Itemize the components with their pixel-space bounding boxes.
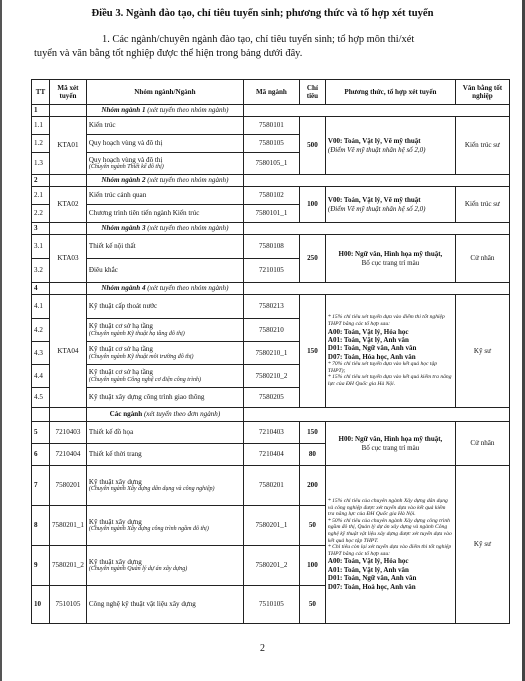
method-line: * Chỉ tiêu còn lại xét tuyển dựa vào điểm thi tốt nghiệp THPT bằng các tổ hợp sau: (327, 544, 452, 557)
group-degree: Cử nhân (455, 422, 509, 466)
method-line: A01: Toán, Vật lý, Anh văn (327, 336, 409, 344)
row-ma-xet-tuyen: 7210403 (50, 422, 87, 444)
row-quota: 150 (299, 422, 325, 444)
group-degree: Kiến trúc sư (455, 187, 509, 223)
intro-line-1: 1. Các ngành/chuyên ngành đào tạo, chỉ tiêu tuyển sinh; tổ hợp môn thi/xét (102, 34, 415, 45)
admissions-table (31, 79, 510, 624)
row-ma-xet-tuyen: 7580201 (50, 466, 87, 506)
row-quota: 50 (299, 506, 325, 546)
row-name: Thiết kế nội thất (86, 235, 243, 259)
row-subtitle: (Chuyên ngành Xây dựng công trình ngầm đô thị) (88, 526, 209, 533)
row-name: Thiết kế đồ họa (86, 422, 243, 444)
header-ma-nganh: Mã ngành (243, 80, 299, 105)
group-title-text: Nhóm ngành 3 (101, 224, 146, 233)
row-code: 7210105 (243, 259, 299, 283)
group-note: (xét tuyển theo nhóm ngành) (147, 284, 229, 293)
group-method (325, 117, 455, 175)
group-degree: Kiến trúc sư (455, 117, 509, 175)
row-ma-xet-tuyen: 7210404 (50, 444, 87, 466)
group-tt: 3 (32, 223, 50, 235)
group-degree: Cử nhân (455, 235, 509, 283)
table-row (32, 422, 510, 444)
row-code: 7580105_1 (243, 153, 299, 175)
row-code: 7580201 (243, 466, 299, 506)
group-degree: Kỹ sư (455, 295, 509, 408)
group-method (325, 422, 455, 466)
row-tt: 10 (32, 586, 50, 624)
row-tt: 4.1 (32, 295, 50, 319)
row-tt: 4.2 (32, 319, 50, 342)
group-tt: 1 (32, 105, 50, 117)
cell-empty (243, 105, 509, 117)
row-name: Kỹ thuật xây dựng công trình giao thông (86, 388, 243, 408)
group-title (86, 223, 243, 235)
group-code: KTA01 (50, 117, 87, 175)
method-line: * 70% chỉ tiêu xét tuyển dựa vào kết quả học tập THPT); (327, 361, 438, 374)
row-ma-xet-tuyen: 7510105 (50, 586, 87, 624)
row-subtitle: (Chuyên ngành Quản lý dự án xây dựng) (88, 566, 188, 573)
method-note: (Điểm Vẽ mỹ thuật nhân hệ số 2,0) (327, 204, 426, 213)
group-note: (xét tuyển theo nhóm ngành) (147, 106, 229, 115)
row-subtitle: (Chuyên ngành Kỹ thuật hạ tầng đô thị) (88, 330, 185, 337)
method-line: H00: Ngữ văn, Hình họa mỹ thuật, (338, 435, 443, 444)
table-row (32, 175, 510, 187)
table-row (32, 283, 510, 295)
method-line: * 15% chỉ tiêu của chuyên ngành Xây dựng dân dụng và công nghiệp được xét tuyển dựa vào kết quả kiểm tra năng lực của ĐH Quốc gia Hà Nội. (327, 498, 448, 518)
method-line: Bố cục trang trí màu (361, 443, 420, 452)
row-name-text: Kỹ thuật xây dựng (88, 517, 142, 526)
row-name (86, 506, 243, 546)
row-tt: 1.2 (32, 135, 50, 153)
row-code: 7580201_1 (243, 506, 299, 546)
cell-empty (243, 408, 509, 422)
method-line: A00: Toán, Vật lý, Hóa học (327, 327, 409, 336)
cell-empty (50, 175, 87, 187)
row-name (86, 153, 243, 175)
method-line: * 15% chỉ tiêu xét tuyển dựa vào điểm thi tốt nghiệp THPT bằng các tổ hợp sau: (327, 314, 445, 327)
table-row (32, 105, 510, 117)
method-line: D07: Toán, Hóa học, Anh văn (327, 352, 416, 361)
row-tt: 4.4 (32, 365, 50, 388)
row-quota: 100 (299, 546, 325, 586)
row-code: 7580201_2 (243, 546, 299, 586)
header-tt: TT (32, 80, 50, 105)
group-code: KTA02 (50, 187, 87, 223)
row-subtitle: (Chuyên ngành Thiết kế đô thị) (88, 164, 164, 171)
row-tt: 2.2 (32, 205, 50, 223)
group-note: (xét tuyển theo đơn ngành) (143, 410, 221, 419)
row-name: Kiến trúc cảnh quan (86, 187, 243, 205)
row-subtitle: (Chuyên ngành Xây dựng dân dụng và công nghiệp) (88, 486, 215, 493)
row-name: Công nghệ kỹ thuật vật liệu xây dựng (86, 586, 243, 624)
row-tt: 9 (32, 546, 50, 586)
header-chi-tieu: Chỉ tiêu (299, 80, 325, 105)
group-quota: 100 (299, 187, 325, 223)
row-name: Thiết kế thời trang (86, 444, 243, 466)
method-line: A01: Toán, Vật lý, Anh văn (327, 565, 409, 574)
group-title (86, 283, 243, 295)
page-border-left (0, 0, 2, 681)
row-subtitle: (Chuyên ngành Kỹ thuật môi trường đô thị) (88, 353, 194, 360)
method-note: (Điểm Vẽ mỹ thuật nhân hệ số 2,0) (327, 145, 426, 154)
group-tt: 2 (32, 175, 50, 187)
method-line: * 15% chỉ tiêu xét tuyển dựa vào kết quả kiểm tra năng lực của ĐH Quốc gia Hà Nội. (327, 374, 452, 387)
row-code: 7580105 (243, 135, 299, 153)
row-code: 7580205 (243, 388, 299, 408)
group-note: (xét tuyển theo nhóm ngành) (147, 176, 229, 185)
group-code: KTA03 (50, 235, 87, 283)
cell-empty (243, 283, 509, 295)
row-code: 7510105 (243, 586, 299, 624)
method-line: * 50% chỉ tiêu của chuyên ngành Xây dựng công trình ngầm đô thị, Quản lý dự án xây dựng và ngành Công nghệ kỹ thuật vật liệu xây dựng được xét tuyển dựa vào kết quả học tập THPT. (327, 517, 452, 544)
table-row (32, 235, 510, 259)
group-code: KTA04 (50, 295, 87, 408)
row-tt: 8 (32, 506, 50, 546)
table-row (32, 187, 510, 205)
article-heading: Điều 3. Ngành đào tạo, chỉ tiêu tuyển sinh; phương thức và tổ hợp xét tuyển (91, 8, 434, 19)
row-name: Kiến trúc (86, 117, 243, 135)
row-code: 7580210 (243, 319, 299, 342)
row-name-text: Kỹ thuật cơ sở hạ tầng (88, 345, 153, 354)
table-header-row (32, 80, 510, 105)
row-tt: 3.1 (32, 235, 50, 259)
row-name: Quy hoạch vùng và đô thị (86, 135, 243, 153)
row-tt: 2.1 (32, 187, 50, 205)
method-line: H00: Ngữ văn, Hình họa mỹ thuật, (338, 250, 443, 259)
row-name (86, 365, 243, 388)
cell-empty (50, 105, 87, 117)
row-name-text: Quy hoạch vùng và đô thị (88, 155, 163, 164)
row-tt: 7 (32, 466, 50, 506)
row-tt: 6 (32, 444, 50, 466)
row-subtitle: (Chuyên ngành Công nghệ cơ điện công trình) (88, 376, 201, 383)
group-method (325, 466, 455, 624)
row-name (86, 546, 243, 586)
row-tt: 4.3 (32, 342, 50, 365)
group-title-text: Các ngành (109, 410, 143, 419)
row-name (86, 466, 243, 506)
group-method (325, 295, 455, 408)
row-code: 7580101_1 (243, 205, 299, 223)
row-name (86, 342, 243, 365)
row-tt: 1.1 (32, 117, 50, 135)
row-ma-xet-tuyen: 7580201_2 (50, 546, 87, 586)
group-quota: 150 (299, 295, 325, 408)
row-code: 7580102 (243, 187, 299, 205)
table-row (32, 117, 510, 135)
header-nhom-nganh: Nhóm ngành/Ngành (86, 80, 243, 105)
method-line: V00: Toán, Vật lý, Vẽ mỹ thuật (327, 196, 421, 205)
intro-line-2: tuyển và văn bằng tốt nghiệp được thể hiện trong bảng dưới đây. (34, 48, 303, 59)
row-code: 7580210_2 (243, 365, 299, 388)
method-line: V00: Toán, Vật lý, Vẽ mỹ thuật (327, 137, 421, 146)
header-ma-xet-tuyen: Mã xét tuyển (50, 80, 87, 105)
method-line: Bố cục trang trí màu (361, 258, 420, 267)
table-row (32, 295, 510, 319)
cell-empty (50, 283, 87, 295)
row-code: 7580101 (243, 117, 299, 135)
row-ma-xet-tuyen: 7580201_1 (50, 506, 87, 546)
group-degree: Kỹ sư (455, 466, 509, 624)
group-quota: 250 (299, 235, 325, 283)
method-line: A00: Toán, Vật lý, Hóa học (327, 557, 409, 566)
group-title (86, 105, 243, 117)
cell-empty (243, 175, 509, 187)
cell-empty (32, 408, 50, 422)
row-quota: 50 (299, 586, 325, 624)
group-quota: 500 (299, 117, 325, 175)
group-note: (xét tuyển theo nhóm ngành) (147, 224, 229, 233)
row-tt: 4.5 (32, 388, 50, 408)
group-title (86, 408, 243, 422)
intro-paragraph (34, 33, 504, 61)
method-line: D01: Toán, Ngữ văn, Anh văn (327, 344, 417, 353)
row-name: Kỹ thuật cấp thoát nước (86, 295, 243, 319)
group-title-text: Nhóm ngành 4 (101, 284, 146, 293)
cell-empty (50, 408, 87, 422)
row-name (86, 319, 243, 342)
cell-empty (50, 223, 87, 235)
group-title-text: Nhóm ngành 2 (101, 176, 146, 185)
row-code: 7210403 (243, 422, 299, 444)
row-quota: 200 (299, 466, 325, 506)
row-name-text: Kỹ thuật xây dựng (88, 477, 142, 486)
table-row (32, 223, 510, 235)
row-tt: 1.3 (32, 153, 50, 175)
row-name-text: Kỹ thuật xây dựng (88, 557, 142, 566)
row-code: 7210404 (243, 444, 299, 466)
method-line: D07: Toán, Hoá học, Anh văn (327, 582, 416, 591)
page-number: 2 (260, 643, 265, 654)
row-name-text: Kỹ thuật cơ sở hạ tầng (88, 322, 153, 331)
row-code: 7580213 (243, 295, 299, 319)
row-name: Điêu khắc (86, 259, 243, 283)
group-title (86, 175, 243, 187)
group-method (325, 187, 455, 223)
row-code: 7580210_1 (243, 342, 299, 365)
row-code: 7580108 (243, 235, 299, 259)
row-name-text: Kỹ thuật cơ sở hạ tầng (88, 368, 153, 377)
group-title-text: Nhóm ngành 1 (101, 106, 146, 115)
group-tt: 4 (32, 283, 50, 295)
row-quota: 80 (299, 444, 325, 466)
group-method (325, 235, 455, 283)
row-name: Chương trình tiên tiến ngành Kiến trúc (86, 205, 243, 223)
header-van-bang: Văn bằng tốt nghiệp (455, 80, 509, 105)
table-row (32, 408, 510, 422)
header-phuong-thuc: Phương thức, tổ hợp xét tuyển (325, 80, 455, 105)
method-line: D01: Toán, Ngữ văn, Anh văn (327, 574, 417, 583)
table-row (32, 466, 510, 506)
row-tt: 5 (32, 422, 50, 444)
cell-empty (243, 223, 509, 235)
row-tt: 3.2 (32, 259, 50, 283)
